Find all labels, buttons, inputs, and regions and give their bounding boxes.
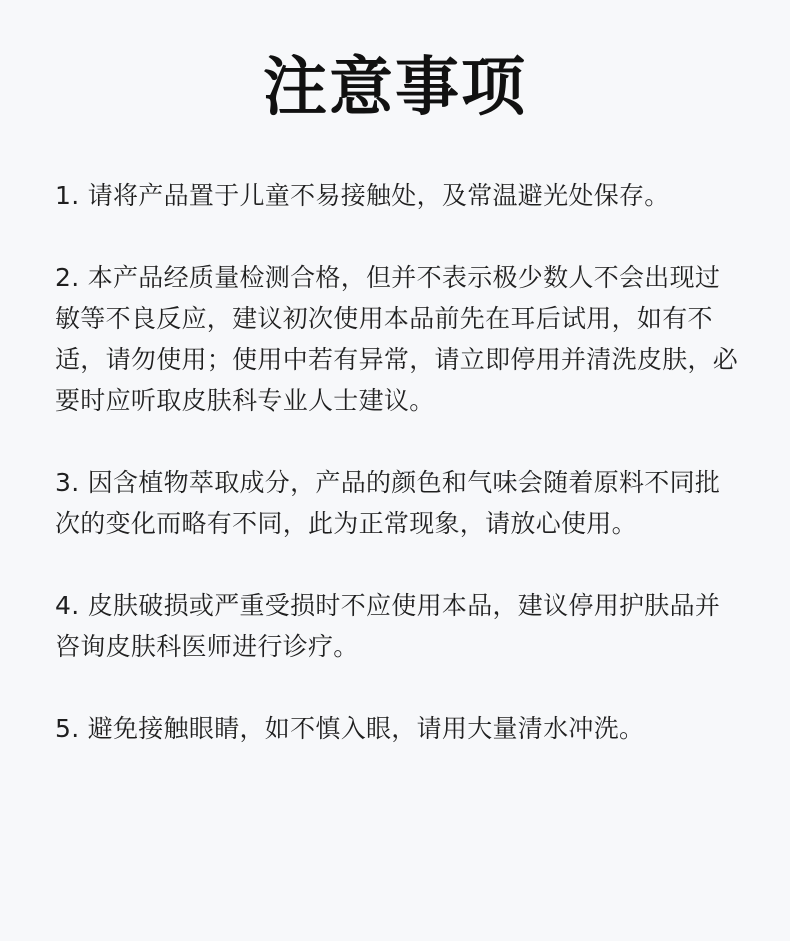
- note-item-2: 2. 本产品经质量检测合格，但并不表示极少数人不会出现过敏等不良反应，建议初次使用本品前先在耳后试用，如有不适，请勿使用；使用中若有异常，请立即停用并清洗皮肤，必要时应听取皮肤科专业人士建议。: [55, 263, 739, 415]
- note-item-5: 5. 避免接触眼睛，如不慎入眼，请用大量清水冲洗。: [55, 714, 645, 743]
- page-title: 注意事项: [263, 51, 527, 125]
- notes-list: [55, 175, 740, 790]
- note-item-1: 1. 请将产品置于儿童不易接触处，及常温避光处保存。: [55, 181, 670, 210]
- note-item-3: 3. 因含植物萃取成分，产品的颜色和气味会随着原料不同批次的变化而略有不同，此为正常现象，请放心使用。: [55, 468, 721, 538]
- note-item-4: 4. 皮肤破损或严重受损时不应使用本品，建议停用护肤品并咨询皮肤科医师进行诊疗。: [55, 591, 721, 661]
